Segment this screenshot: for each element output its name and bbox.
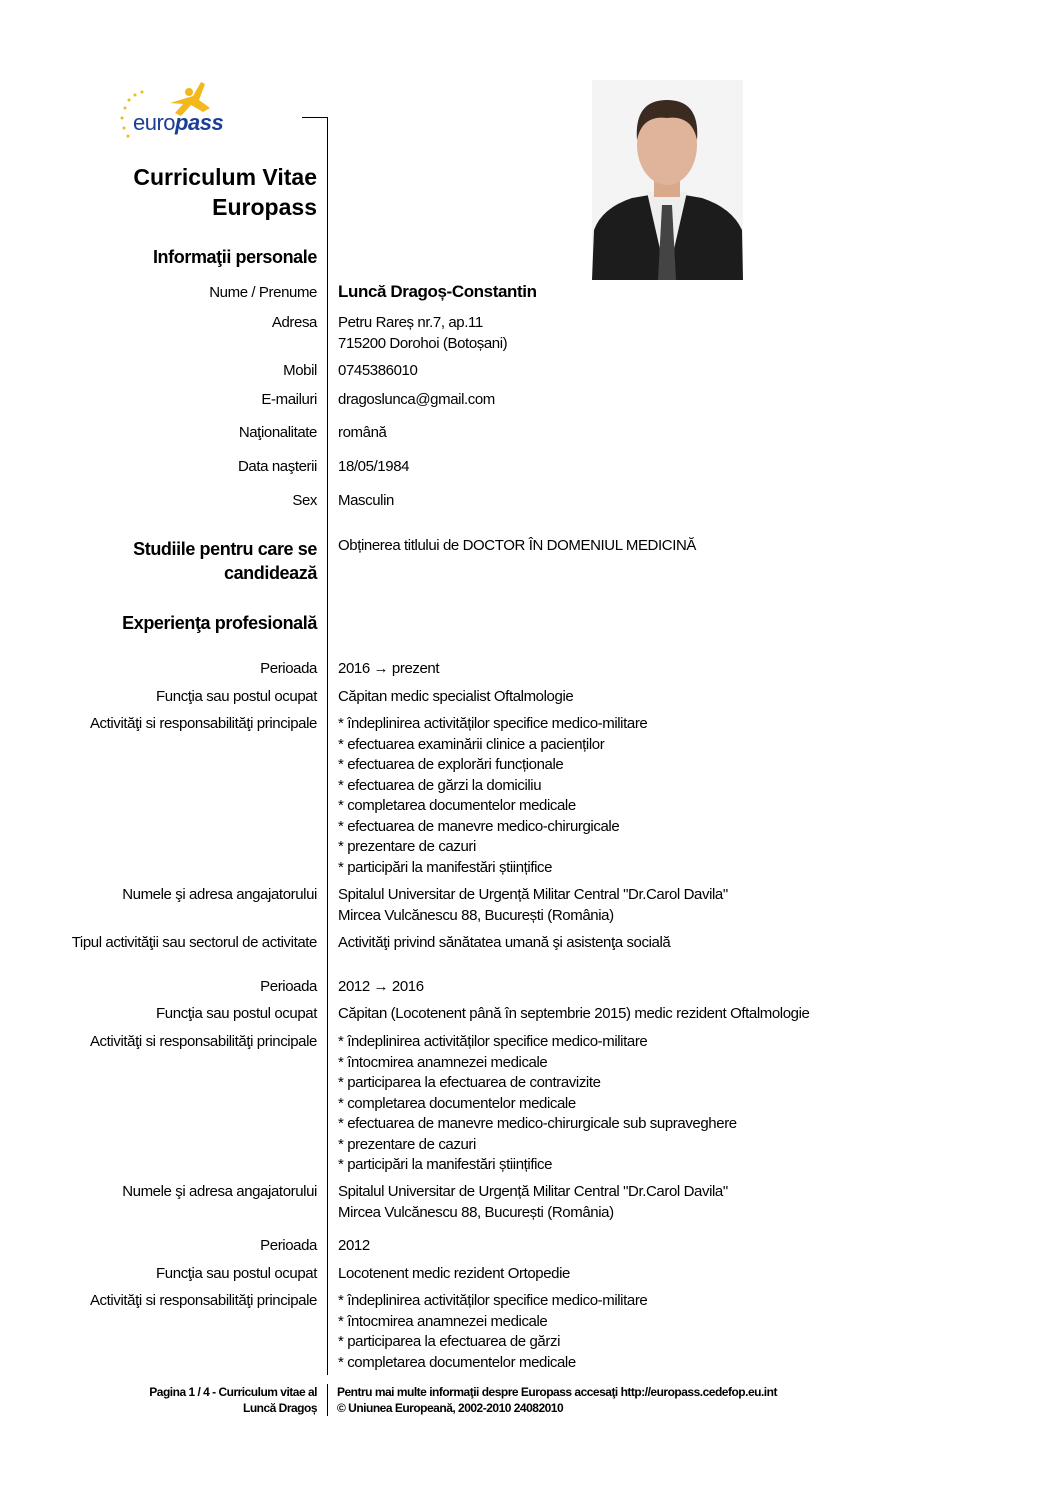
field-value-line: Masculin <box>338 492 394 509</box>
field-value <box>338 687 573 708</box>
field-value-line: Spitalul Universitar de Urgență Militar Central "Dr.Carol Davila" <box>338 886 728 903</box>
footer-europass-link[interactable]: Pentru mai multe informaţii despre Europass accesaţi http://europass.cedefop.eu.int <box>337 1385 777 1399</box>
field-value <box>338 1032 737 1176</box>
field-value-line: 715200 Dorohoi (Botoșani) <box>338 334 508 352</box>
field-value-line: română <box>338 424 387 441</box>
column-divider <box>327 117 328 1375</box>
field-label: Funcţia sau postul ocupat <box>156 1005 317 1022</box>
field-value-line: Luncă Dragoș-Constantin <box>338 282 537 301</box>
field-label: Adresa <box>271 314 317 331</box>
field-value <box>338 1182 728 1223</box>
field-value-line: * participarea la efectuarea de contravizite <box>338 1074 601 1091</box>
footer-page-number: Pagina 1 / 4 - Curriculum vitae al <box>149 1385 317 1399</box>
field-value-line: * completarea documentelor medicale <box>338 1353 576 1371</box>
field-value-line: * îndeplinirea activităților specifice medico-militare <box>338 715 648 732</box>
field-label: Numele şi adresa angajatorului <box>122 886 317 903</box>
logo-text: euro <box>133 110 176 135</box>
experience-heading: Experienţa profesională <box>122 613 317 633</box>
field-label: Numele şi adresa angajatorului <box>122 1183 317 1200</box>
field-value <box>338 933 670 954</box>
field-label: Mobil <box>283 362 317 379</box>
field-value-line: * participarea la efectuarea de gărzi <box>338 1333 561 1350</box>
title-line-2: Europass <box>212 194 317 220</box>
field-value-line: * completarea documentelor medicale <box>338 1094 576 1112</box>
footer-copyright: © Uniunea Europeană, 2002-2010 24082010 <box>337 1401 564 1415</box>
personal-info-heading: Informaţii personale <box>152 247 317 267</box>
studies-value: Obținerea titlului de DOCTOR ÎN DOMENIUL MEDICINĂ <box>338 537 696 554</box>
field-label: Activităţi si responsabilităţi principale <box>89 715 317 732</box>
field-value-line: * întocmirea anamnezei medicale <box>338 1312 548 1330</box>
field-value-line: Petru Rareș nr.7, ap.11 <box>338 314 483 331</box>
field-value <box>338 977 424 998</box>
field-value-line: * îndeplinirea activităților specifice medico-militare <box>338 1292 648 1309</box>
field-value-line: Mircea Vulcănescu 88, București (România) <box>338 906 614 924</box>
profile-photo <box>592 80 743 280</box>
field-value-line: * completarea documentelor medicale <box>338 797 576 814</box>
field-value <box>338 313 507 354</box>
field-value-line: 2012 <box>338 1237 370 1254</box>
field-value <box>338 714 647 878</box>
field-value <box>338 457 409 478</box>
field-value <box>338 423 386 444</box>
field-label: Activităţi si responsabilităţi principale <box>89 1292 317 1309</box>
field-value-line: Căpitan medic specialist Oftalmologie <box>338 688 574 705</box>
field-value-line[interactable]: dragoslunca@gmail.com <box>338 391 495 408</box>
field-value-line: 2012 → 2016 <box>338 978 424 995</box>
field-value <box>338 1236 370 1257</box>
field-value <box>338 1264 570 1285</box>
field-label: Perioada <box>260 660 317 677</box>
field-value <box>338 491 394 512</box>
field-value-line: * participări la manifestări științifice <box>338 858 553 876</box>
field-value-line: 2016 → prezent <box>338 660 440 677</box>
field-value <box>338 885 728 926</box>
field-value-line: Mircea Vulcănescu 88, București (România) <box>338 1203 614 1221</box>
field-value-line: 18/05/1984 <box>338 458 410 475</box>
field-label: Nume / Prenume <box>209 284 317 301</box>
field-value-line: 0745386010 <box>338 362 418 379</box>
footer-page-info <box>149 1384 317 1416</box>
field-label: Perioada <box>260 1237 317 1254</box>
studies-heading: Studiile pentru care se candidează <box>133 539 317 583</box>
field-value-line: * efectuarea de gărzi la domiciliu <box>338 776 542 794</box>
field-label: Activităţi si responsabilităţi principale <box>89 1033 317 1050</box>
field-value-line: Activităţi privind sănătatea umană şi asistenţa socială <box>338 934 671 951</box>
field-value-line: * efectuarea de manevre medico-chirurgicale sub supraveghere <box>338 1115 737 1132</box>
field-value <box>338 1004 810 1025</box>
field-value-line: * efectuarea de manevre medico-chirurgicale <box>338 817 620 835</box>
field-value-line: * efectuarea de explorări funcționale <box>338 756 564 773</box>
field-value-line: * îndeplinirea activităților specifice medico-militare <box>338 1033 648 1050</box>
footer-info <box>337 1384 777 1416</box>
field-label: Funcţia sau postul ocupat <box>156 1265 317 1282</box>
field-label: Sex <box>292 492 317 509</box>
field-label: Tipul activităţii sau sectorul de activitate <box>71 934 317 951</box>
field-label: Naţionalitate <box>238 424 317 441</box>
title-line-1: Curriculum Vitae <box>133 164 317 190</box>
field-label: Funcţia sau postul ocupat <box>156 688 317 705</box>
field-value-line: * prezentare de cazuri <box>338 1135 476 1153</box>
footer-divider <box>327 1384 328 1416</box>
document-title <box>133 162 317 222</box>
footer-name: Luncă Dragoș <box>242 1401 317 1415</box>
field-value <box>338 282 537 303</box>
field-label: Data naşterii <box>237 458 317 475</box>
field-value-line: * prezentare de cazuri <box>338 838 476 855</box>
field-value-line: Locotenent medic rezident Ortopedie <box>338 1265 570 1282</box>
field-value-line: Spitalul Universitar de Urgență Militar Central "Dr.Carol Davila" <box>338 1183 728 1200</box>
field-value <box>338 1291 647 1373</box>
field-value <box>338 659 439 680</box>
field-value-line: * participări la manifestări științifice <box>338 1156 553 1173</box>
europass-logo <box>115 78 240 143</box>
field-value <box>338 390 495 411</box>
field-label: E-mailuri <box>261 391 317 408</box>
top-rule <box>302 117 328 118</box>
field-value-line: * efectuarea examinării clinice a pacienților <box>338 735 605 753</box>
logo-text-bold: pass <box>175 110 224 135</box>
field-value-line: * întocmirea anamnezei medicale <box>338 1053 548 1071</box>
field-label: Perioada <box>260 978 317 995</box>
field-value-line: Căpitan (Locotenent până în septembrie 2015) medic rezident Oftalmologie <box>338 1005 810 1022</box>
field-value <box>338 361 417 382</box>
